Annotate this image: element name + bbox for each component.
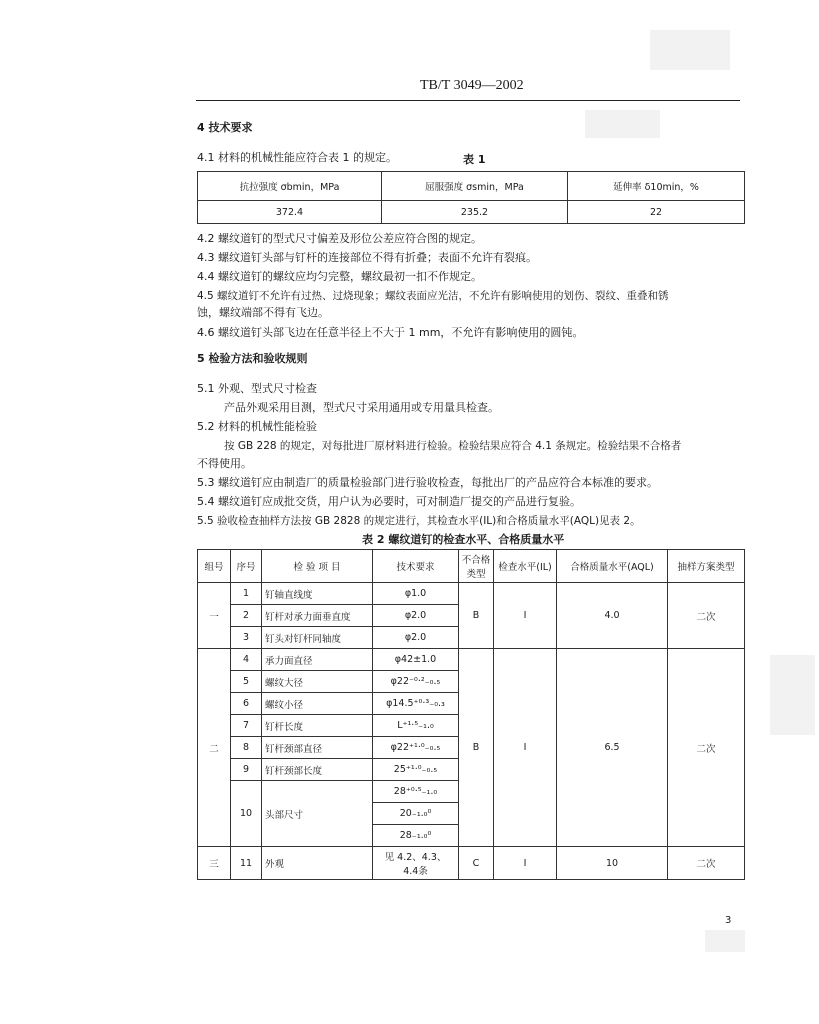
inspection-level: I [494,847,557,880]
group-number: 三 [198,847,231,880]
technical-requirement: φ2.0 [373,605,459,627]
row-number: 11 [231,847,262,880]
table2-header: 抽样方案类型 [668,550,745,583]
section-4-title: 4 技术要求 [197,121,253,134]
clause-5-1-body: 产品外观采用目测，型式尺寸采用通用或专用量具检查。 [224,401,499,414]
inspection-level: I [494,583,557,649]
group-number: 二 [198,649,231,847]
scan-blot [650,30,730,70]
group-number: 一 [198,583,231,649]
table1-value: 22 [568,201,745,224]
inspection-item: 钉头对钉杆同轴度 [262,627,373,649]
inspection-item: 钉杆对承力面垂直度 [262,605,373,627]
table2-header: 检查水平(IL) [494,550,557,583]
technical-requirement: 20₋₁.₀⁰ [373,803,459,825]
technical-requirement: φ1.0 [373,583,459,605]
technical-requirement: φ2.0 [373,627,459,649]
table2-header: 检 验 项 目 [262,550,373,583]
row-number: 1 [231,583,262,605]
aql: 4.0 [557,583,668,649]
technical-requirement: φ22⁺¹·⁰₋₀.₅ [373,737,459,759]
clause-4-5: 4.5 螺纹道钉不允许有过热、过烧现象；螺纹表面应光洁，不允许有影响使用的划伤、裂纹、重叠和锈 [197,290,669,302]
table1-header: 抗拉强度 σbmin，MPa [198,172,382,201]
clause-5-4: 5.4 螺纹道钉应成批交货，用户认为必要时，可对制造厂提交的产品进行复验。 [197,495,581,508]
inspection-item: 头部尺寸 [262,781,373,847]
sampling-plan: 二次 [668,649,745,847]
inspection-item: 螺纹大径 [262,671,373,693]
header-rule [196,100,740,101]
row-number: 2 [231,605,262,627]
table1-value: 235.2 [382,201,568,224]
table1-header: 延伸率 δ10min，% [568,172,745,201]
clause-4-5-cont: 蚀，螺纹端部不得有飞边。 [197,306,329,319]
table2-header: 不合格类型 [459,550,494,583]
table-row [198,649,745,671]
standard-code: TB/T 3049—2002 [420,78,524,93]
inspection-level: I [494,649,557,847]
row-number: 9 [231,759,262,781]
table2-header: 组号 [198,550,231,583]
clause-4-4: 4.4 螺纹道钉的螺纹应均匀完整，螺纹最初一扣不作规定。 [197,270,482,283]
technical-requirement: 见 4.2、4.3、4.4条 [373,847,459,880]
clause-5-2: 5.2 材料的机械性能检验 [197,420,317,433]
inspection-item: 外观 [262,847,373,880]
clause-4-2: 4.2 螺纹道钉的型式尺寸偏差及形位公差应符合图的规定。 [197,232,482,245]
table-row [198,583,745,605]
section-5-title: 5 检验方法和验收规则 [197,352,308,365]
table2-header: 合格质量水平(AQL) [557,550,668,583]
clause-5-2-body-cont: 不得使用。 [197,457,252,470]
inspection-item: 钉杆长度 [262,715,373,737]
inspection-item: 钉杆颈部直径 [262,737,373,759]
inspection-item: 承力面直径 [262,649,373,671]
sampling-plan: 二次 [668,847,745,880]
technical-requirement: 28₋₁.₀⁰ [373,825,459,847]
table1-caption: 表 1 [463,153,486,166]
technical-requirement: φ22⁻⁰·²₋₀.₅ [373,671,459,693]
scan-blot [585,110,660,138]
inspection-item: 钉杆颈部长度 [262,759,373,781]
table-row [198,847,745,880]
table-1 [197,171,745,224]
clause-5-3: 5.3 螺纹道钉应由制造厂的质量检验部门进行验收检查，每批出厂的产品应符合本标准的要求。 [197,476,658,489]
inspection-item: 螺纹小径 [262,693,373,715]
aql: 10 [557,847,668,880]
defect-type: B [459,583,494,649]
defect-type: B [459,649,494,847]
row-number: 5 [231,671,262,693]
clause-5-2-body: 按 GB 228 的规定，对每批进厂原材料进行检验。检验结果应符合 4.1 条规定。检验结果不合格者 [224,440,682,452]
technical-requirement: 28⁺⁰·⁵₋₁.₀ [373,781,459,803]
table2-caption: 表 2 螺纹道钉的检查水平、合格质量水平 [362,533,565,546]
row-number: 10 [231,781,262,847]
scan-blot [705,930,745,952]
row-number: 7 [231,715,262,737]
row-number: 6 [231,693,262,715]
row-number: 4 [231,649,262,671]
table1-header: 屈服强度 σsmin，MPa [382,172,568,201]
clause-4-3: 4.3 螺纹道钉头部与钉杆的连接部位不得有折叠；表面不允许有裂痕。 [197,251,537,264]
sampling-plan: 二次 [668,583,745,649]
clause-5-1: 5.1 外观、型式尺寸检查 [197,382,317,395]
row-number: 8 [231,737,262,759]
technical-requirement: L⁺¹·⁵₋₁.₀ [373,715,459,737]
page-number: 3 [725,915,732,926]
scan-blot [770,655,815,735]
table-2 [197,549,745,880]
clause-4-6: 4.6 螺纹道钉头部飞边在任意半径上不大于 1 mm，不允许有影响使用的圆钝。 [197,326,584,339]
table2-header: 技术要求 [373,550,459,583]
aql: 6.5 [557,649,668,847]
inspection-item: 钉轴直线度 [262,583,373,605]
table1-value: 372.4 [198,201,382,224]
technical-requirement: 25⁺¹·⁰₋₀.₅ [373,759,459,781]
row-number: 3 [231,627,262,649]
clause-4-1: 4.1 材料的机械性能应符合表 1 的规定。 [197,151,397,164]
clause-5-5: 5.5 验收检查抽样方法按 GB 2828 的规定进行，其检查水平(IL)和合格质量水平(AQL)见表 2。 [197,515,641,527]
technical-requirement: φ42±1.0 [373,649,459,671]
defect-type: C [459,847,494,880]
technical-requirement: φ14.5⁺⁰·³₋₀.₃ [373,693,459,715]
table2-header: 序号 [231,550,262,583]
